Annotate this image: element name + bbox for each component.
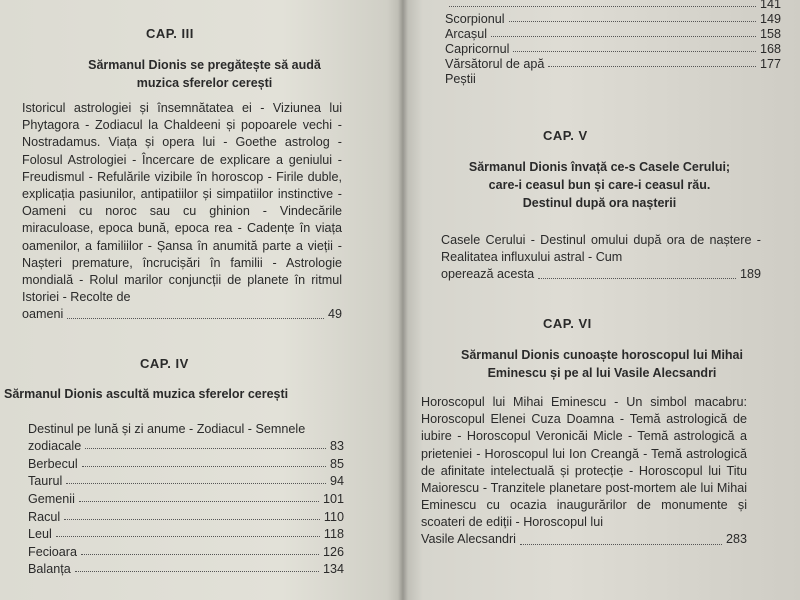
dot-leader [81,553,319,555]
chapter-3-heading [22,56,387,92]
dot-leader [79,500,319,502]
chapter-6-heading-line2: Eminescu și pe al lui Vasile Alecsandri [487,366,717,380]
chapter-5-summary-text: Casele Cerului - Destinul omului după ora de naștere - Realitatea influxului astral - Cum [441,233,761,265]
toc-entry-page: 149 [759,12,781,26]
toc-entry-page: 168 [759,42,781,56]
dot-leader [56,535,320,537]
dot-leader [538,277,736,279]
toc-entry [445,71,781,86]
dot-leader [548,65,756,67]
chapter-3-label: CAP. III [146,26,194,41]
toc-entry-label: Peștii [445,72,476,86]
toc-entry-label: Taurul [28,474,63,489]
chapter-5-heading [427,158,772,212]
toc-entry-label: Fecioara [28,544,77,559]
toc-entry [28,559,344,577]
chapter-5-page-number: 189 [739,267,761,282]
right-page [403,0,800,600]
toc-entry-page: 134 [322,562,344,577]
dot-leader [66,482,326,484]
toc-entry-page: 158 [759,27,781,41]
toc-entry-label: Vărsătorul de apă [445,57,545,71]
dot-leader [82,465,326,467]
toc-entry [445,56,781,71]
toc-entry [28,541,344,559]
chapter-6-page-row [421,532,747,549]
toc-entry [28,524,344,542]
chapter-4-intro: Destinul pe lună și zi anume - Zodiacul - Semnele [28,421,306,436]
toc-entry [445,0,781,11]
chapter-5-summary [441,232,761,283]
dot-leader [509,20,756,22]
chapter-6-label: CAP. VI [543,316,592,331]
toc-entry-page: 85 [329,456,344,471]
toc-entry-label: Gemenii [28,491,75,506]
toc-entry-label: Berbecul [28,456,78,471]
toc-entry [445,26,781,41]
toc-entry-page: 101 [322,491,344,506]
toc-entry-label: Racul [28,509,61,524]
toc-entry [28,453,344,471]
toc-entry [28,488,344,506]
chapter-6-heading-line1: Sărmanul Dionis cunoaște horoscopul lui Mihai [461,348,743,362]
dot-leader [85,447,326,449]
chapter-3-last-line: oameni [22,307,64,322]
chapter-5-heading-line2: care-i ceasul bun și care-i ceasul rău. [488,178,711,192]
toc-entry-label: Arcașul [445,27,487,41]
toc-entry-label: Capricornul [445,42,510,56]
chapter-6-summary-text: Horoscopul lui Mihai Eminescu - Un simbol macabru: Horoscopul Elenei Cuza Doamna - Temă astrologică de iubire - Horoscopul Veronicăi Micle - Temă astrologică a prieteniei - Horoscopul lui Ion Creangă - Temă astrologică de afinitate intelectuală și protecție - Horoscopul lui Titu Maiorescu - Tranzitele planetare post-mortem ale lui Mihai Eminescu cu ocazia inaugurărilor de monumente și scoateri de ediții - Horoscopul lui [421,395,747,530]
toc-entry [445,11,781,26]
toc-entry-page: 118 [323,527,344,542]
toc-entry-label: zodiacale [28,439,82,454]
toc-entry [28,436,344,454]
chapter-3-page-number: 49 [327,307,342,322]
chapter-3-summary [22,100,342,323]
chapter-6-heading [417,346,787,382]
dot-leader [520,543,722,545]
toc-entry [28,506,344,524]
toc-entry-label: Balanța [28,562,71,577]
chapter-5-heading-line1: Sărmanul Dionis învață ce-s Casele Cerului; [468,160,731,174]
toc-entry [445,41,781,56]
chapter-5-heading-line3: Destinul după ora nașterii [522,196,677,210]
toc-entry-page: 110 [323,509,344,524]
dot-leader [513,50,756,52]
toc-entry-label: Leul [28,527,52,542]
chapter-3-page-row [22,306,342,323]
chapter-6-page-number: 283 [725,532,747,547]
chapter-3-heading-line1: Sărmanul Dionis se pregătește să audă [88,58,321,72]
toc-entry-label: Scorpionul [445,12,505,26]
chapter-5-label: CAP. V [543,128,588,143]
toc-entry [28,471,344,489]
chapter-4-label: CAP. IV [140,356,189,371]
dot-leader [67,317,324,319]
dot-leader [449,5,756,7]
chapter-3-heading-line2: muzica sferelor cerești [136,76,273,90]
dot-leader [75,570,319,572]
chapter-6-summary [421,394,747,549]
continued-toc [445,0,781,86]
toc-entry-page: 141 [759,0,781,11]
toc-entry-page: 83 [329,439,344,454]
chapter-5-last-line: operează acesta [441,267,535,282]
toc-entry-page: 177 [759,57,781,71]
dot-leader [491,35,756,37]
toc-entry-page: 94 [329,474,344,489]
chapter-4-toc [28,418,344,576]
toc-entry-page: 126 [322,544,344,559]
chapter-3-summary-text: Istoricul astrologiei și însemnătatea ei - Viziunea lui Phytagora - Zodiacul la Chaldeeni și popoarele vechi - Nostradamus. Viața și opera lui - Goethe astrolog - Folosul Astrologiei - Încercare de explicare a geniului - Freudismul - Refulările vizibile în horoscop - Firile duble, explicația pasiunilor, antipatiilor și simpatiilor instinctive - Oameni cu noroc sau cu ghinion - Vindecările miraculoase, epoca bună, epoca rea - Cadențe în viața oamenilor, a familiilor - Șansa în anumită parte a vieții - Nașteri premature, încrucișări în familii - Astrologie mondială - Rolul marilor conjuncții de planete în ritmul Istoriei - Recolte de [22,101,342,305]
chapter-4-heading: Sărmanul Dionis ascultă muzica sferelor cerești [4,387,289,401]
book-gutter [398,0,408,600]
chapter-6-last-line: Vasile Alecsandri [421,532,516,547]
dot-leader [64,518,320,520]
chapter-5-page-row [441,266,761,283]
